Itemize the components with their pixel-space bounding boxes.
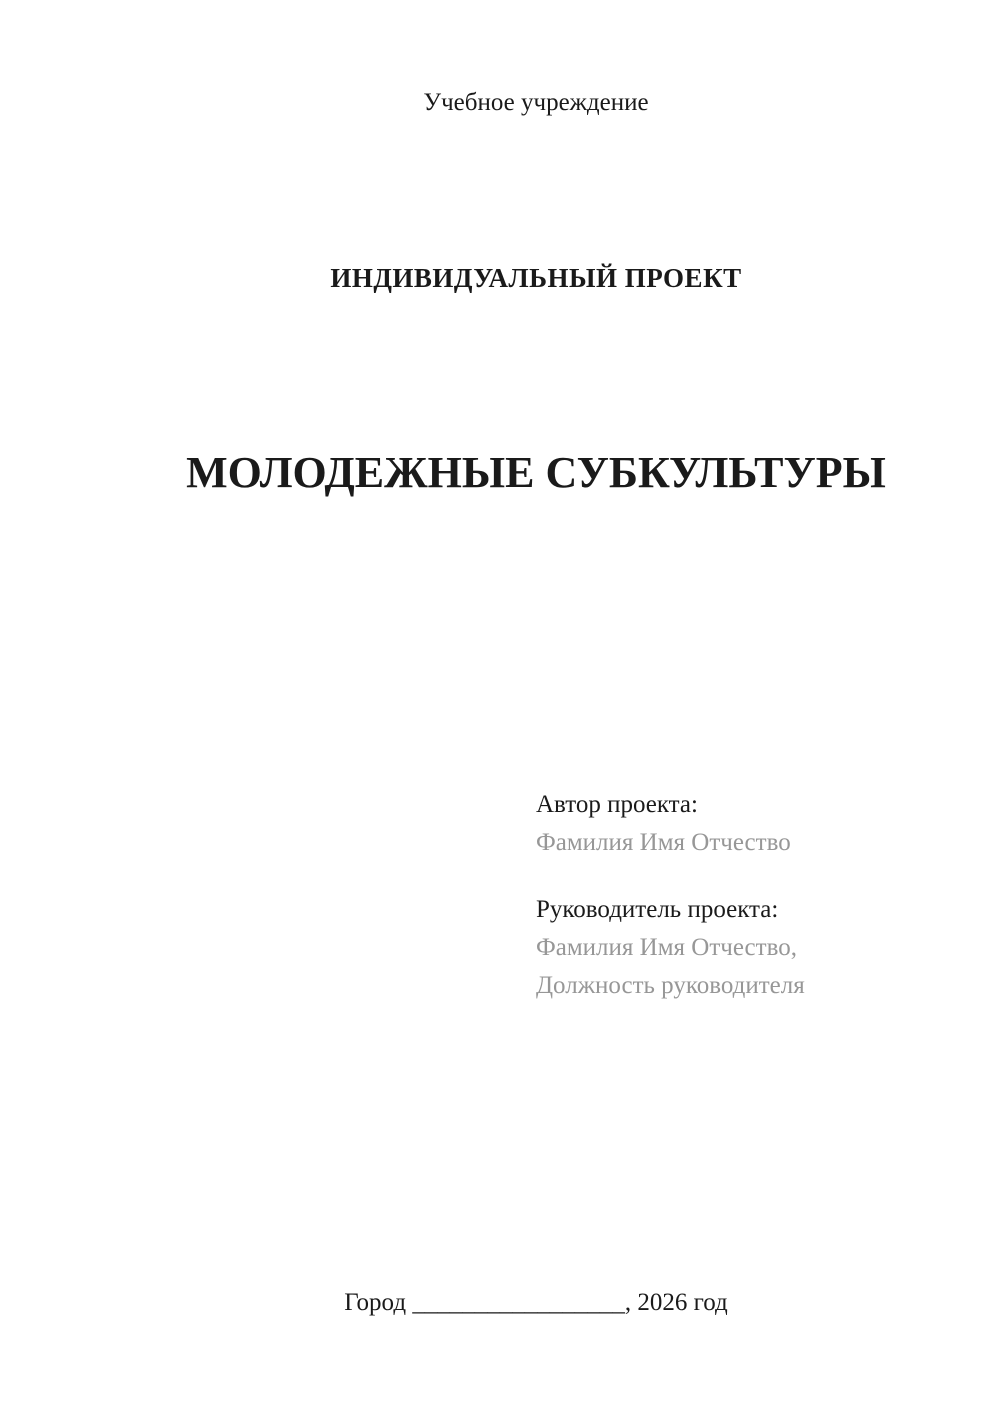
supervisor-name-placeholder: Фамилия Имя Отчество, — [536, 934, 797, 961]
city-blank-line: _________________ — [412, 1289, 625, 1316]
city-label: Город — [344, 1289, 407, 1316]
author-section — [536, 786, 791, 862]
year-text: , 2026 год — [624, 1289, 728, 1316]
author-label: Автор проекта: — [536, 791, 698, 818]
footer-line — [143, 1288, 929, 1318]
institution-line: Учебное учреждение — [423, 89, 649, 116]
supervisor-section — [536, 891, 805, 1005]
project-type-heading: ИНДИВИДУАЛЬНЫЙ ПРОЕКТ — [330, 263, 742, 293]
supervisor-position-placeholder: Должность руководителя — [536, 972, 805, 999]
project-title: МОЛОДЕЖНЫЕ СУБКУЛЬТУРЫ — [186, 448, 886, 497]
supervisor-label: Руководитель проекта: — [536, 896, 779, 923]
author-name-placeholder: Фамилия Имя Отчество — [536, 829, 791, 856]
